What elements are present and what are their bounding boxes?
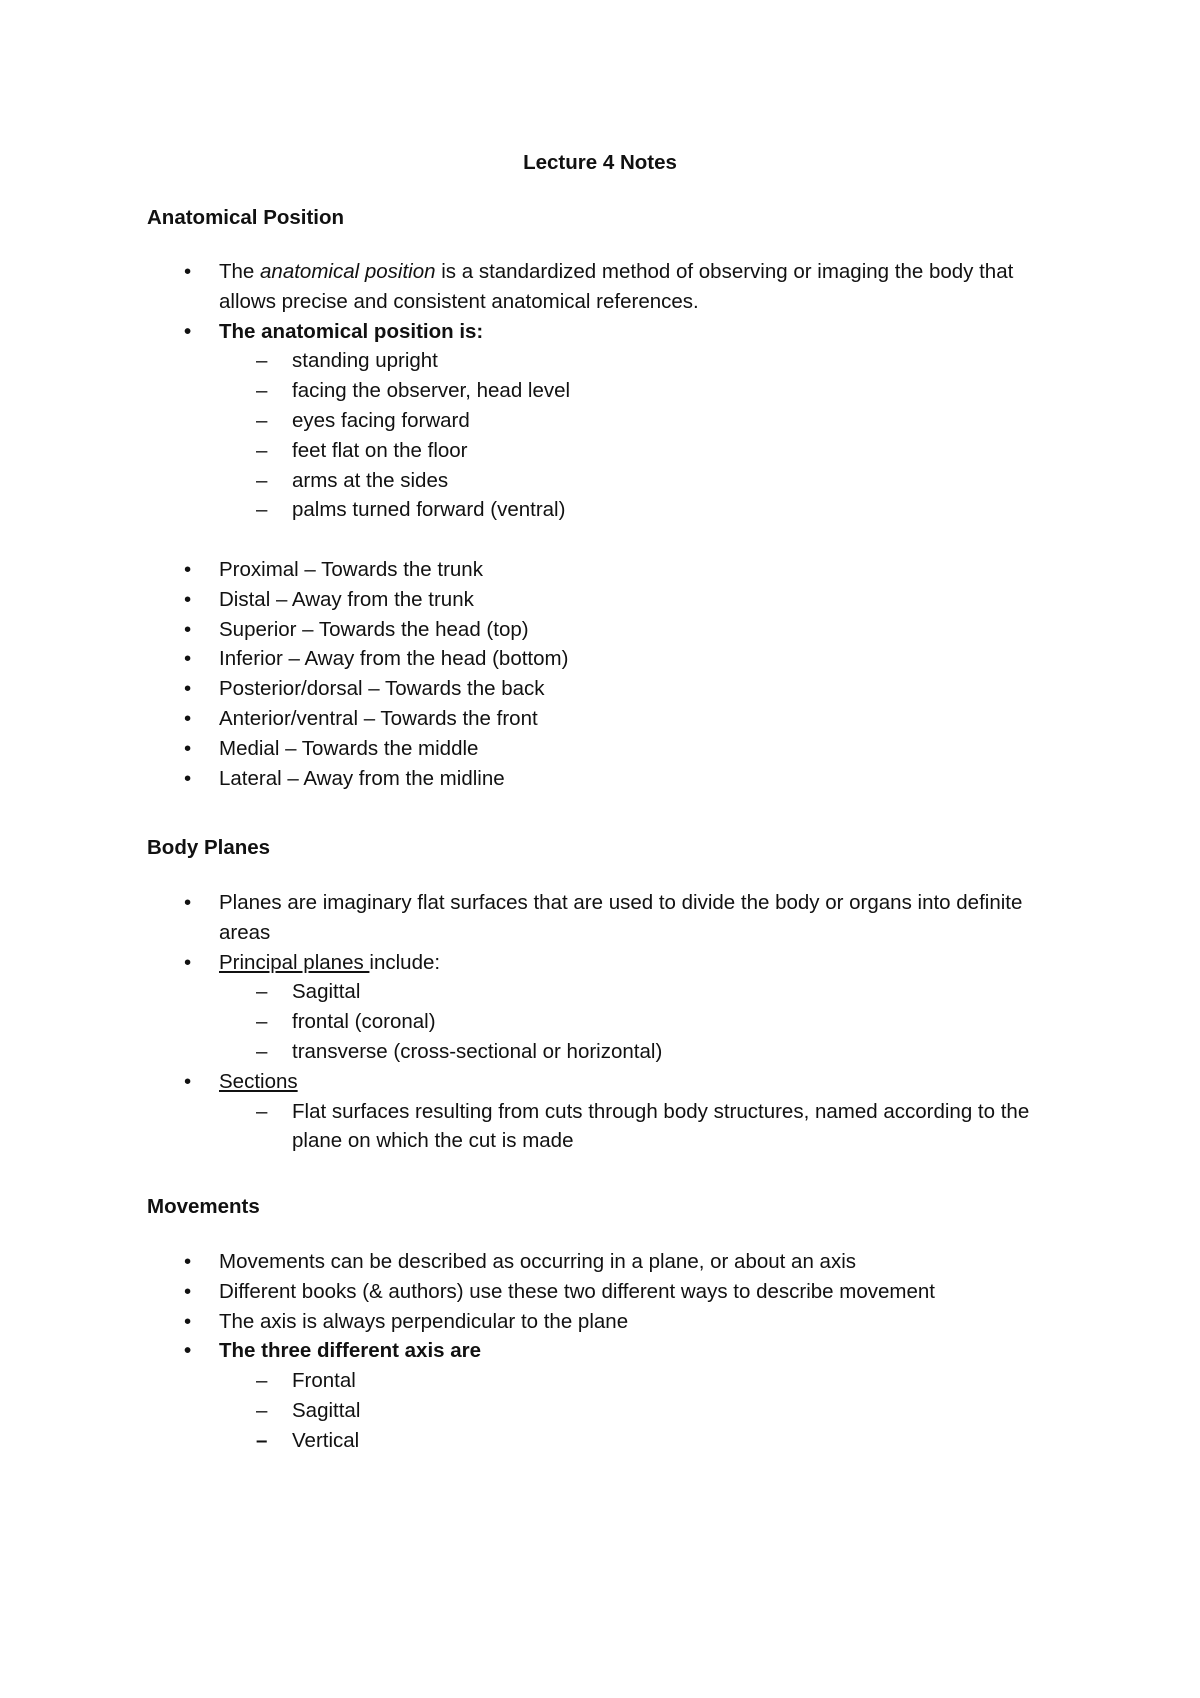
sub-list-item: – palms turned forward (ventral) [0,495,1200,525]
dash-icon: – [256,468,268,492]
bullet-icon: • [184,319,192,343]
bullet-icon: • [184,647,192,671]
list-item: • Posterior/dorsal – Towards the back [0,674,1200,704]
sub-list-item: – arms at the sides [0,466,1200,496]
list-item [0,1067,1200,1097]
sub-list-item: – Sagittal [0,1396,1200,1426]
bullet-icon: • [184,677,192,701]
dash-icon: – [256,408,268,432]
dash-icon: – [256,349,268,373]
bullet-icon: • [184,260,192,283]
bullet-icon: • [184,1279,192,1303]
body-planes-list [0,888,1200,1156]
sub-list-item: – standing upright [0,346,1200,376]
dash-icon: – [256,1398,268,1422]
list-item: • Proximal – Towards the trunk [0,555,1200,585]
dash-icon: – [256,1099,268,1123]
list-item: • The three different axis are [0,1336,1200,1366]
list-item: • The anatomical position is: [0,317,1200,347]
bullet-icon: • [184,587,192,611]
dash-icon: – [256,438,268,462]
sub-list-item: – Frontal [0,1366,1200,1396]
page-title: Lecture 4 Notes [523,151,677,174]
list-item: • The axis is always perpendicular to the plane [0,1307,1200,1337]
italic-term: anatomical position [260,260,436,283]
dash-icon: – [256,1010,268,1034]
heading-movements: Movements [147,1195,260,1218]
bullet-icon: • [184,1309,192,1333]
sections-term: Sections [219,1069,298,1093]
list-item: • Inferior – Away from the head (bottom) [0,644,1200,674]
heading-body-planes: Body Planes [147,836,271,859]
dash-icon: – [256,1428,268,1452]
list-item: • Different books (& authors) use these two different ways to describe movement [0,1277,1200,1307]
bullet-icon: • [184,617,192,641]
bullet-icon: • [184,1069,192,1093]
dash-icon: – [256,379,268,403]
list-item: • Distal – Away from the trunk [0,585,1200,615]
heading-anatomical-position: Anatomical Position [147,206,345,229]
sub-list-item: – frontal (coronal) [0,1007,1200,1037]
list-item: • Planes are imaginary flat surfaces that are used to divide the body or organs into definite areas [0,888,1200,948]
sub-list-item: – eyes facing forward [0,406,1200,436]
dash-icon: – [256,980,268,1004]
bullet-icon: • [184,706,192,730]
bullet-icon: • [184,891,192,914]
list-item: • Movements can be described as occurring in a plane, or about an axis [0,1247,1200,1277]
list-item: • Medial – Towards the middle [0,734,1200,764]
bullet-icon: • [184,766,192,790]
list-item: • Superior – Towards the head (top) [0,615,1200,645]
sub-list-item: – feet flat on the floor [0,436,1200,466]
sub-list-item: – facing the observer, head level [0,376,1200,406]
spacer [0,525,1200,555]
list-item: • Principal planes include: [0,948,1200,978]
principal-planes-term: Principal planes [219,950,370,974]
sub-list-item: – Sagittal [0,977,1200,1007]
list-item: • Anterior/ventral – Towards the front [0,704,1200,734]
dash-icon: – [256,1369,268,1393]
bullet-icon: • [184,950,192,974]
bullet-icon: • [184,1250,192,1273]
list-item: • Lateral – Away from the midline [0,764,1200,794]
bullet-icon: • [184,557,192,581]
bullet-icon: • [184,736,192,760]
bullet-icon: • [184,1339,192,1363]
sub-list-item: – Vertical [0,1426,1200,1456]
movements-list [0,1247,1200,1456]
dash-icon: – [256,498,268,522]
anatomical-position-list [0,257,1200,793]
sub-list-item: – transverse (cross-sectional or horizontal) [0,1037,1200,1067]
list-item: • The anatomical position is a standardized method of observing or imaging the body that allows precise and consistent anatomical references. [0,257,1200,317]
sub-list-item: – Flat surfaces resulting from cuts through body structures, named according to the plane on which the cut is made [0,1097,1200,1157]
dash-icon: – [256,1039,268,1063]
